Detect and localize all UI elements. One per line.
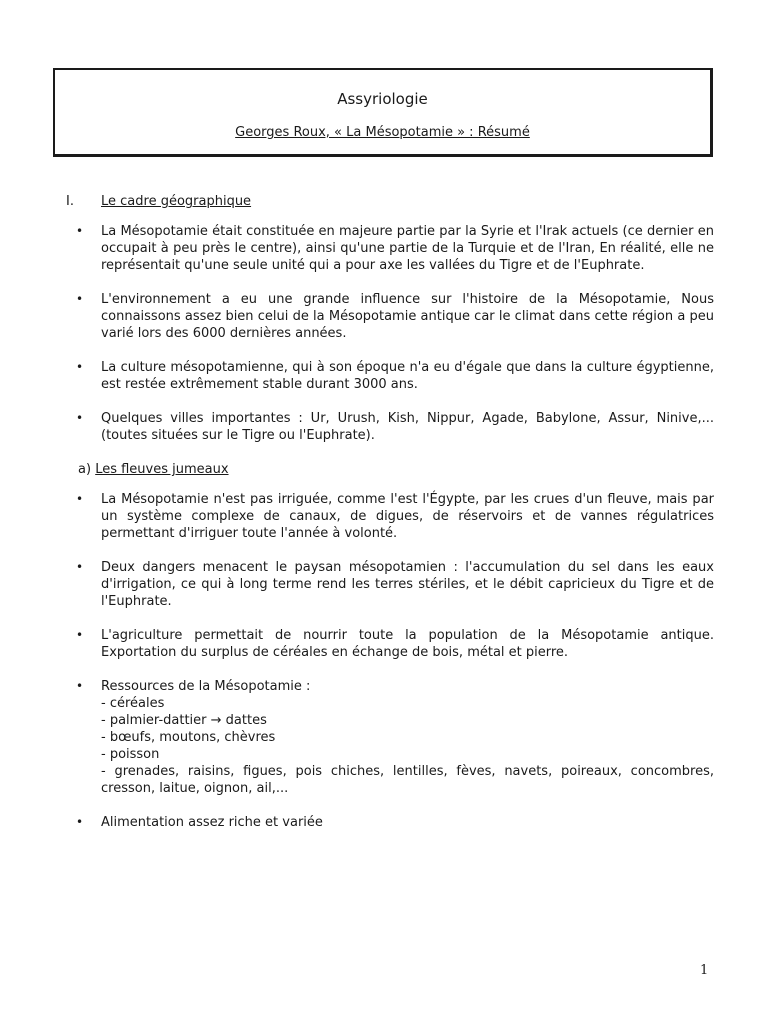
bullet-icon: • — [76, 411, 84, 425]
list-item-text: La Mésopotamie n'est pas irriguée, comme l'est l'Égypte, par les crues d'un fleuve, mais par un système complexe de canaux, de digues, de réservoirs et de vannes régulatrices permettant d'irriguer toute l'année à volonté. — [101, 492, 714, 541]
section-title: Le cadre géographique — [101, 194, 252, 209]
document-title: Assyriologie — [337, 90, 428, 108]
bullet-icon: • — [76, 679, 84, 693]
resource-item: - poisson — [101, 747, 160, 762]
list-item-text: L'environnement a eu une grande influence sur l'histoire de la Mésopotamie, Nous connaissons assez bien celui de la Mésopotamie antique car le climat dans cette région a peu varié lors des 6000 dernières années. — [101, 292, 714, 341]
list-item-text: Deux dangers menacent le paysan mésopotamien : l'accumulation du sel dans les eaux d'irrigation, ce qui à long terme rend les terres stériles, et le débit capricieux du Tigre et de l'Euphrate. — [101, 560, 714, 609]
list-item — [66, 559, 714, 610]
list-item-text: La culture mésopotamienne, qui à son époque n'a eu d'égale que dans la culture égyptienne, est restée extrêmement stable durant 3000 ans. — [101, 360, 714, 392]
list-item — [66, 814, 714, 831]
subsection-title: Les fleuves jumeaux — [95, 462, 229, 477]
bullet-icon: • — [76, 815, 84, 829]
list-item — [66, 291, 714, 342]
resources-block — [101, 678, 714, 797]
resource-item: - céréales — [101, 696, 165, 711]
section-bullet-list — [66, 223, 714, 444]
list-item-text: Quelques villes importantes : Ur, Urush, Kish, Nippur, Agade, Babylone, Assur, Ninive,... (toutes situées sur le Tigre ou l'Euphrate). — [101, 411, 714, 443]
list-item-text: L'agriculture permettait de nourrir toute la population de la Mésopotamie antique. Exportation du surplus de céréales en échange de bois, métal et pierre. — [101, 628, 714, 660]
list-item-text: La Mésopotamie était constituée en majeure partie par la Syrie et l'Irak actuels (ce dernier en occupait à peu près le centre), ainsi qu'une partie de la Turquie et de l'Iran, En réalité, elle ne représentait qu'une seule unité qui a pour axe les vallées du Tigre et de l'Euphrate. — [101, 224, 714, 273]
list-item — [66, 359, 714, 393]
bullet-icon: • — [76, 628, 84, 642]
bullet-icon: • — [76, 492, 84, 506]
resources-title: Ressources de la Mésopotamie : — [101, 679, 311, 694]
document-body — [66, 193, 714, 848]
list-item — [66, 491, 714, 542]
bullet-icon: • — [76, 292, 84, 306]
subsection-bullet-list — [66, 491, 714, 831]
resource-item: - grenades, raisins, figues, pois chiches, lentilles, fèves, navets, poireaux, concombres, cresson, laitue, oignon, ail,... — [101, 764, 714, 796]
section-number: I. — [66, 194, 74, 209]
resources-list-item — [66, 678, 714, 797]
bullet-icon: • — [76, 560, 84, 574]
document-subtitle: Georges Roux, « La Mésopotamie » : Résumé — [235, 125, 530, 140]
bullet-icon: • — [76, 224, 84, 238]
subsection-heading — [78, 461, 714, 478]
bullet-icon: • — [76, 360, 84, 374]
title-box — [53, 68, 713, 157]
page-number: 1 — [700, 963, 709, 978]
subsection-label: a) — [78, 462, 92, 477]
list-item-text: Alimentation assez riche et variée — [101, 815, 323, 830]
list-item — [66, 627, 714, 661]
resource-item: - bœufs, moutons, chèvres — [101, 730, 276, 745]
list-item — [66, 223, 714, 274]
list-item — [66, 410, 714, 444]
resource-item: - palmier-dattier → dattes — [101, 713, 267, 728]
section-heading — [66, 193, 714, 210]
